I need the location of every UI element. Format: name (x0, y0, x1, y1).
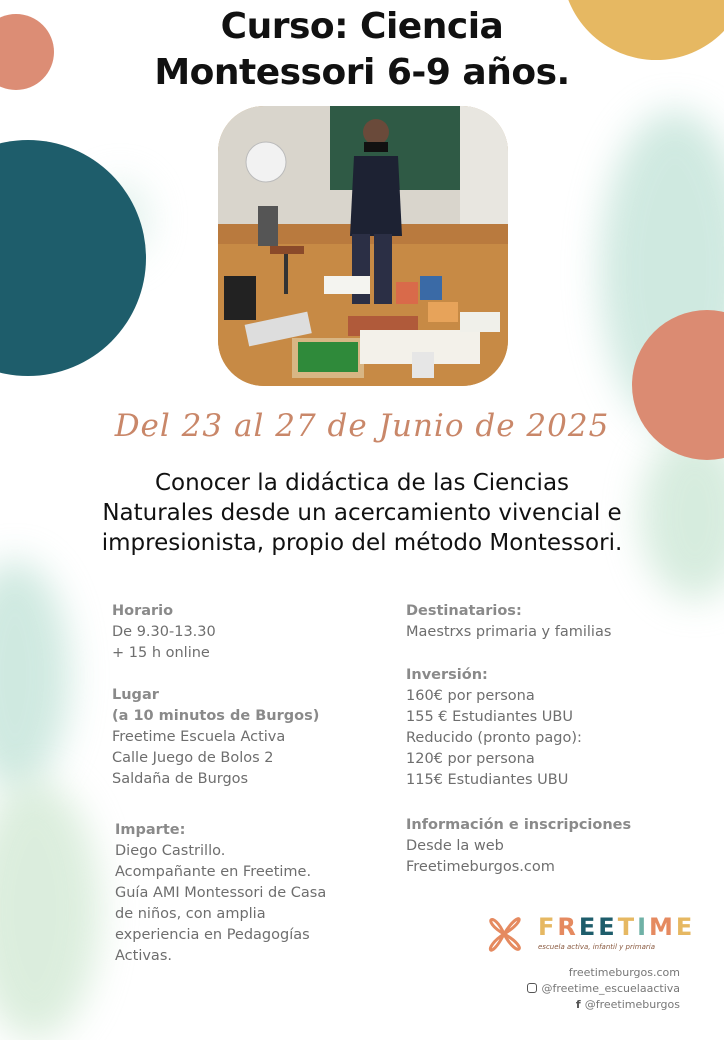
footer-instagram[interactable] (527, 982, 680, 995)
lugar-line: Freetime Escuela Activa (112, 729, 286, 745)
inversion-section (406, 665, 582, 791)
logo-letter: I (637, 913, 650, 941)
imparte-line: Guía AMI Montessori de Casa (115, 885, 327, 901)
watercolor-left-bottom (0, 780, 100, 1040)
imparte-section (115, 820, 326, 967)
footer-web[interactable]: freetimeburgos.com (568, 966, 680, 979)
price-line: 120€ por persona (406, 751, 535, 767)
title-line-2: Montessori 6-9 años. (154, 52, 570, 93)
horario-section (112, 601, 216, 664)
destinatarios-heading: Destinatarios: (406, 603, 522, 619)
imparte-heading: Imparte: (115, 822, 186, 838)
logo-letter: E (598, 913, 618, 941)
lugar-line: Saldaña de Burgos (112, 771, 249, 787)
freetime-logo-text (538, 913, 695, 941)
informacion-line: Desde la web (406, 838, 504, 854)
horario-line: De 9.30-13.30 (112, 624, 216, 640)
inversion-heading: Inversión: (406, 667, 488, 683)
horario-heading: Horario (112, 603, 174, 619)
destinatarios-section (406, 601, 611, 643)
price-line: 160€ por persona (406, 688, 535, 704)
lugar-line: Calle Juego de Bolos 2 (112, 750, 274, 766)
imparte-line: experiencia en Pedagogías (115, 927, 310, 943)
lugar-heading: Lugar (112, 687, 159, 703)
teal-circle-left (0, 140, 146, 376)
course-description (30, 468, 694, 558)
price-line: Reducido (pronto pago): (406, 730, 582, 746)
course-dates: Del 23 al 27 de Junio de 2025 (114, 408, 610, 444)
logo-letter: F (538, 913, 558, 941)
facebook-icon: f (575, 998, 581, 1011)
imparte-line: Acompañante en Freetime. (115, 864, 312, 880)
logo-letter: T (617, 913, 638, 941)
destinatarios-line: Maestrxs primaria y familias (406, 624, 612, 640)
title-line-1: Curso: Ciencia (220, 6, 504, 47)
logo-letter: R (557, 913, 579, 941)
page-title (0, 4, 724, 96)
instagram-icon (527, 983, 537, 993)
price-line: 115€ Estudiantes UBU (406, 772, 569, 788)
imparte-line: de niños, con amplia (115, 906, 266, 922)
logo-letter: M (649, 913, 676, 941)
logo-letter: E (675, 913, 696, 941)
logo-tagline: escuela activa, infantil y primaria (538, 943, 656, 951)
watercolor-left-mid (0, 560, 70, 790)
description-line-3: impresionista, propio del método Montessori. (101, 530, 623, 556)
informacion-heading: Información e inscripciones (406, 817, 632, 833)
facebook-handle: @freetimeburgos (584, 998, 680, 1011)
footer-facebook[interactable] (576, 998, 680, 1011)
informacion-section (406, 815, 631, 878)
description-line-1: Conocer la didáctica de las Ciencias (154, 470, 570, 496)
lugar-subheading: (a 10 minutos de Burgos) (112, 708, 320, 724)
website-link[interactable]: Freetimeburgos.com (406, 859, 555, 875)
horario-line: + 15 h online (112, 645, 210, 661)
imparte-line: Activas. (115, 948, 172, 964)
classroom-photo-illustration (218, 106, 508, 386)
imparte-line: Diego Castrillo. (115, 843, 226, 859)
instagram-handle: @freetime_escuelaactiva (541, 982, 680, 995)
lugar-section (112, 685, 319, 790)
description-line-2: Naturales desde un acercamiento vivencial e (102, 500, 622, 526)
logo-letter: E (578, 913, 599, 941)
price-line: 155 € Estudiantes UBU (406, 709, 573, 725)
classroom-photo (218, 106, 508, 386)
freetime-logo-icon (474, 904, 534, 964)
